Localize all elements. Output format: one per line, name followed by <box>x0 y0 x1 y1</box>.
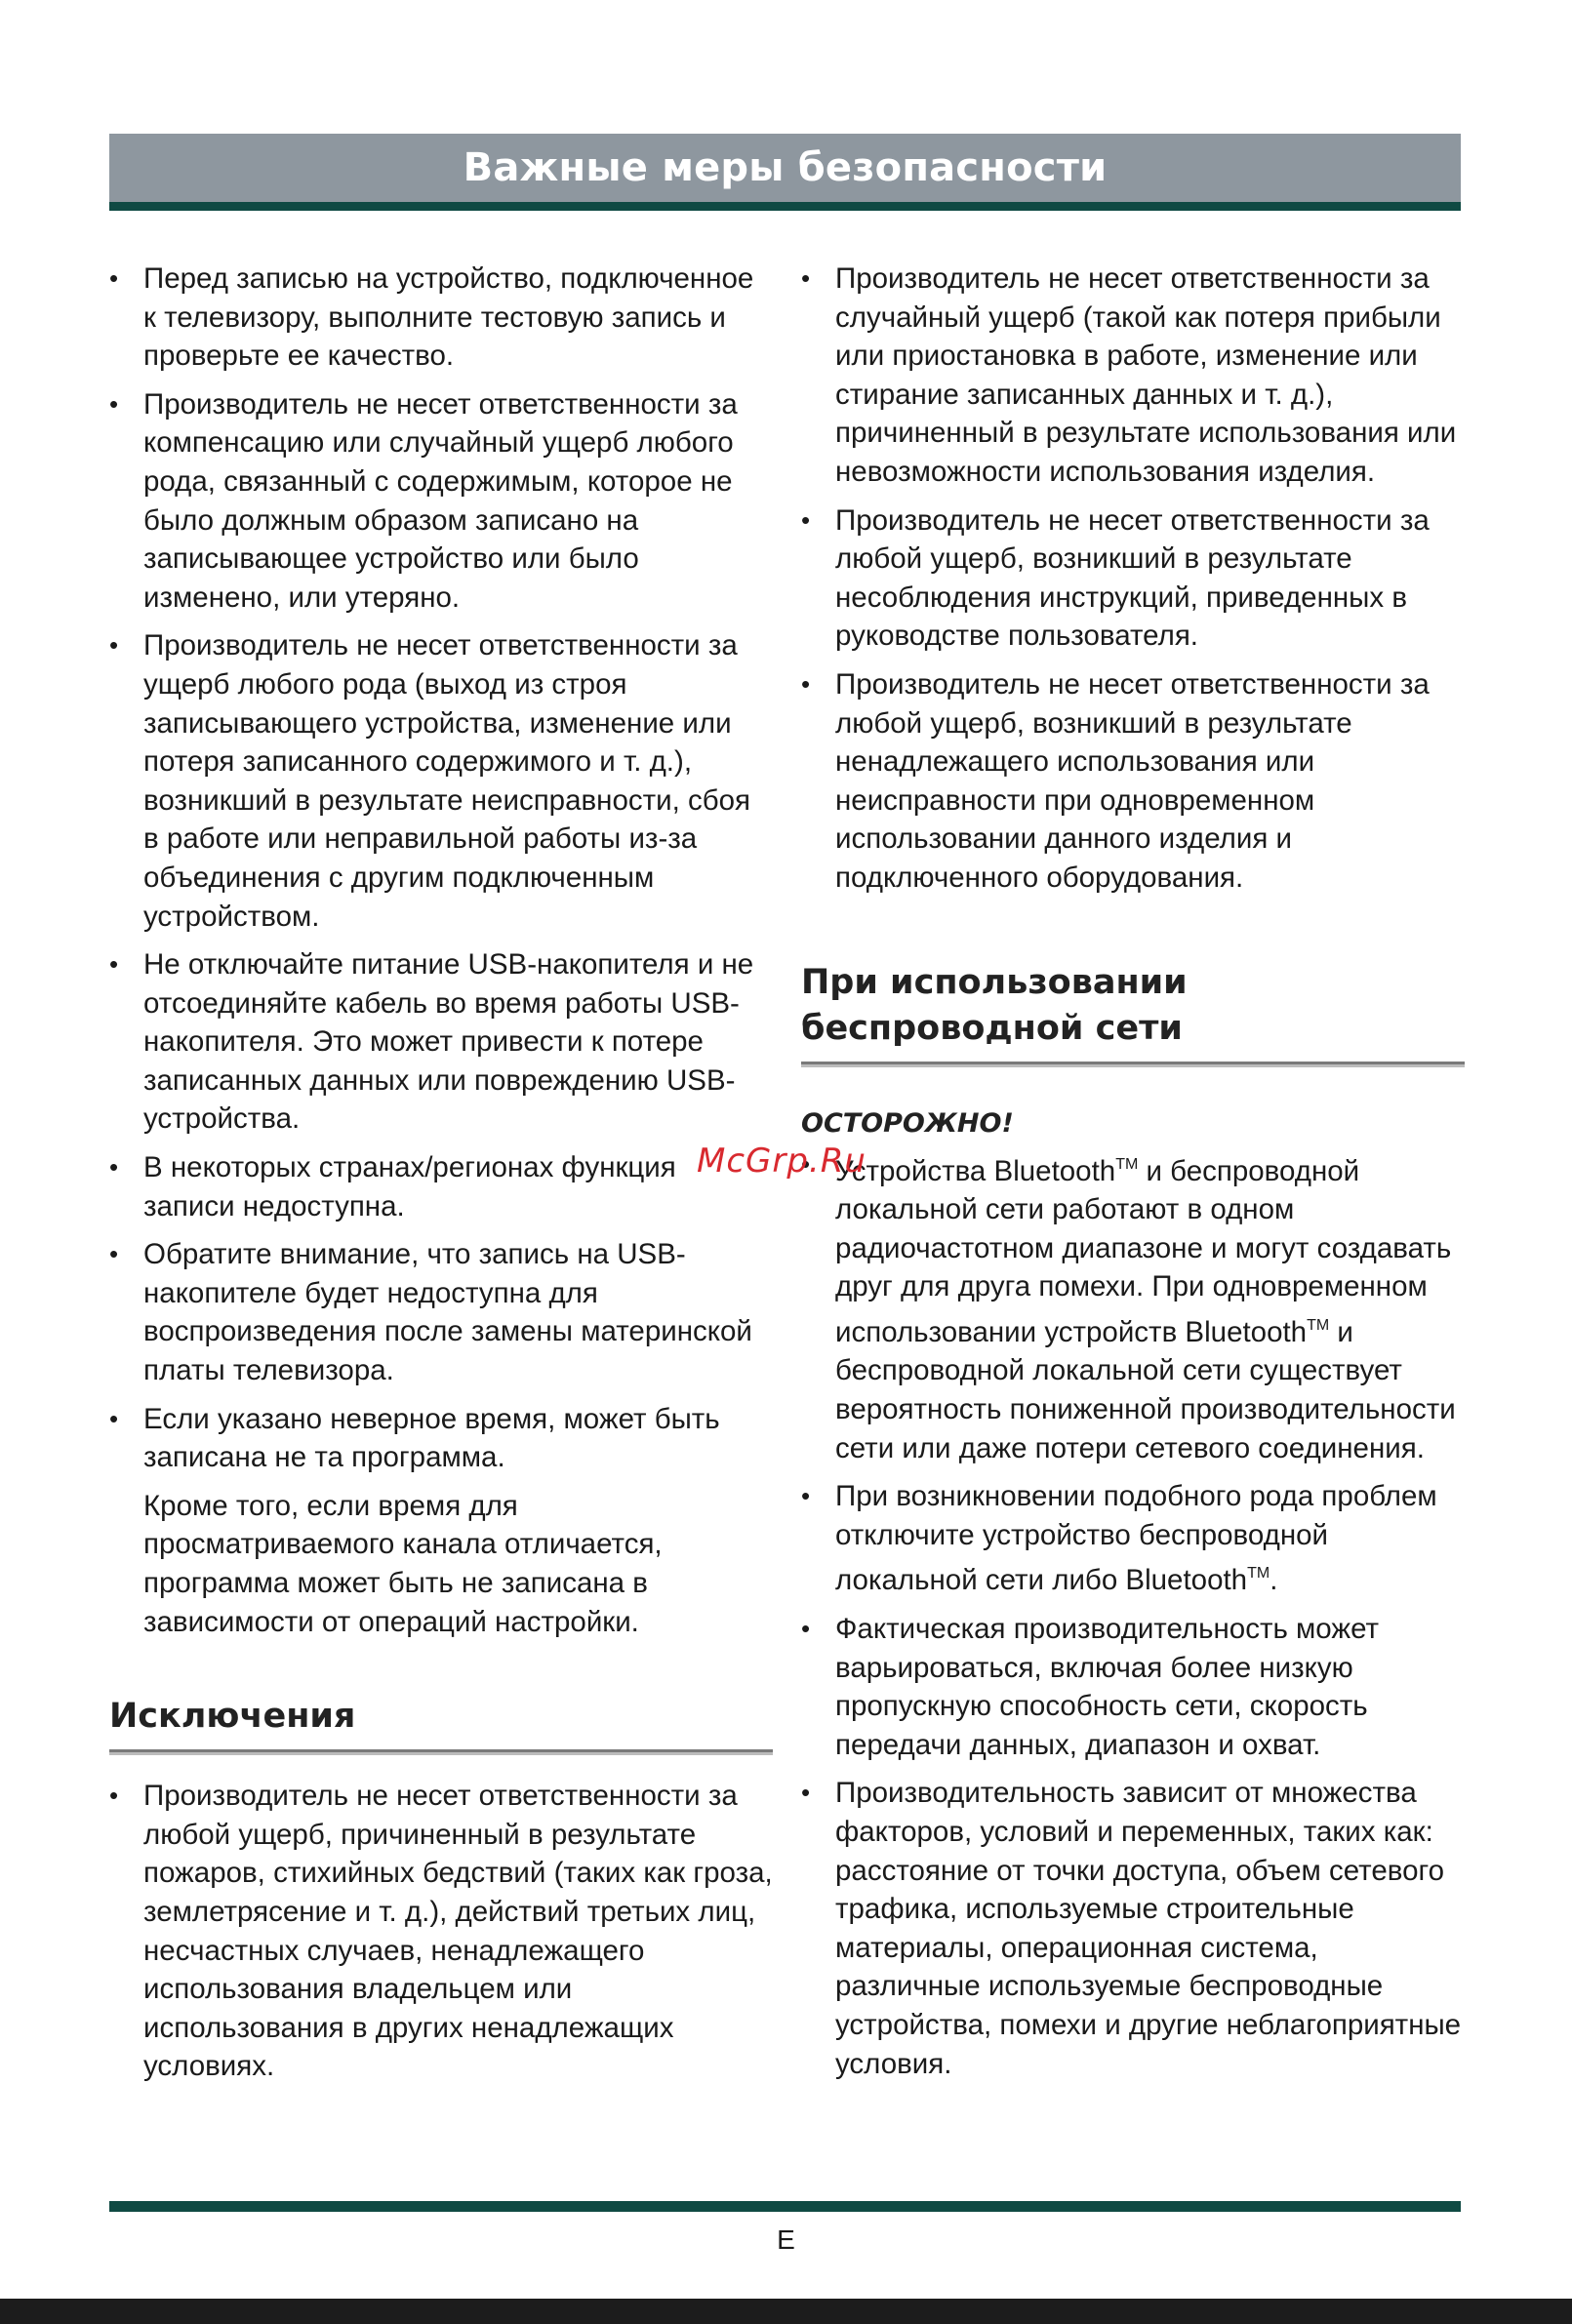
exceptions-list <box>109 1777 773 2086</box>
watermark: McGrp.Ru <box>697 1142 867 1181</box>
page-title: Важные меры безопасности <box>463 145 1108 190</box>
left-bullet-list <box>109 260 773 1477</box>
wireless-heading: При использовании беспроводной сети <box>801 962 1188 1048</box>
right-column <box>801 260 1465 2093</box>
right-bullet-list <box>801 260 1465 898</box>
trademark-mark: TM <box>1115 1155 1139 1173</box>
wireless-list <box>801 1145 1465 2084</box>
wireless-section <box>801 960 1465 2084</box>
list-item: • Производитель не несет ответственности за любой ущерб, возникший в результате ненадлежащего использования или неисправности при одновременном использовании данного изделия и подключенного оборудования. <box>801 665 1465 898</box>
exceptions-heading: Исключения <box>109 1697 356 1737</box>
footer-divider <box>109 2201 1461 2212</box>
page-number: E <box>777 2224 795 2255</box>
text-segment: . <box>1270 1564 1278 1597</box>
caution-label: ОСТОРОЖНО! <box>801 1107 1014 1139</box>
trademark-mark: TM <box>1247 1565 1270 1583</box>
list-item: • Если указано неверное время, может быть записана не та программа. <box>109 1400 773 1477</box>
text-segment: Устройства Bluetooth <box>835 1154 1116 1187</box>
text-segment: При возникновении подобного рода проблем отключите устройство беспроводной локальной сети либо Bluetooth <box>835 1480 1437 1597</box>
section-divider <box>801 1062 1465 1067</box>
left-column <box>109 260 773 2096</box>
continuation-paragraph: Кроме того, если время для просматриваемого канала отличается, программа может быть не записана в зависимости от операций настройки. <box>143 1489 663 1638</box>
list-item: • Производитель не несет ответственности за любой ущерб, возникший в результате несоблюдения инструкций, приведенных в руководстве пользователя. <box>801 501 1465 656</box>
list-item: • Не отключайте питание USB-накопителя и не отсоединяйте кабель во время работы USB-накопителя. Это может привести к потере записанных данных или повреждению USB-устройства. <box>109 945 773 1139</box>
list-item: • Производитель не несет ответственности за случайный ущерб (такой как потеря прибыли или приостановка в работе, изменение или стирание записанных данных и т. д.), причиненный в результате использования или невозможности использования изделия. <box>801 260 1465 492</box>
list-item: • Перед записью на устройство, подключенное к телевизору, выполните тестовую запись и проверьте ее качество. <box>109 260 773 376</box>
list-item: • В некоторых странах/регионах функция записи недоступна. <box>109 1148 773 1225</box>
list-item: • Производительность зависит от множества факторов, условий и переменных, таких как: расстояние от точки доступа, объем сетевого трафика, используемые строительные материалы, операционная система, различные используемые беспроводные устройства, помехи и другие неблагоприятные условия. <box>801 1774 1465 2083</box>
list-item: • Фактическая производительность может варьироваться, включая более низкую пропускную способность сети, скорость передачи данных, диапазон и охват. <box>801 1610 1465 1764</box>
list-item: • Производитель не несет ответственности за любой ущерб, причиненный в результате пожаров, стихийных бедствий (таких как гроза, землетрясение и т. д.), действий третьих лиц, несчастных случаев, ненадлежащего использования владельцем или использования в других ненадлежащих условиях. <box>109 1777 773 2086</box>
list-item <box>801 1145 1465 1468</box>
list-item: • Производитель не несет ответственности за компенсацию или случайный ущерб любого рода, связанный с содержимым, которое не было должным образом записано на записывающее устройство или было изменено, или утеряно. <box>109 385 773 618</box>
text-segment: и беспроводной локальной сети существует вероятность пониженной производительности сети или даже потери сетевого соединения. <box>835 1315 1456 1464</box>
text-segment: и беспроводной локальной сети работают в одном радиочастотном диапазоне и могут создавать друг для друга помехи. При одновременном использовании устройств Bluetooth <box>835 1154 1452 1348</box>
list-item: • Производитель не несет ответственности за ущерб любого рода (выход из строя записывающего устройства, изменение или потеря записанного содержимого и т. д.), возникший в результате неисправности, сбоя в работе или неправильной работы из-за объединения с другим подключенным устройством. <box>109 626 773 936</box>
exceptions-section <box>109 1694 773 2086</box>
trademark-mark: TM <box>1307 1316 1330 1334</box>
section-divider <box>109 1749 773 1755</box>
list-item <box>801 1477 1465 1600</box>
list-item: • Обратите внимание, что запись на USB-накопителе будет недоступна для воспроизведения после замены материнской платы телевизора. <box>109 1235 773 1389</box>
bottom-band <box>0 2299 1572 2324</box>
page-header <box>109 134 1461 211</box>
